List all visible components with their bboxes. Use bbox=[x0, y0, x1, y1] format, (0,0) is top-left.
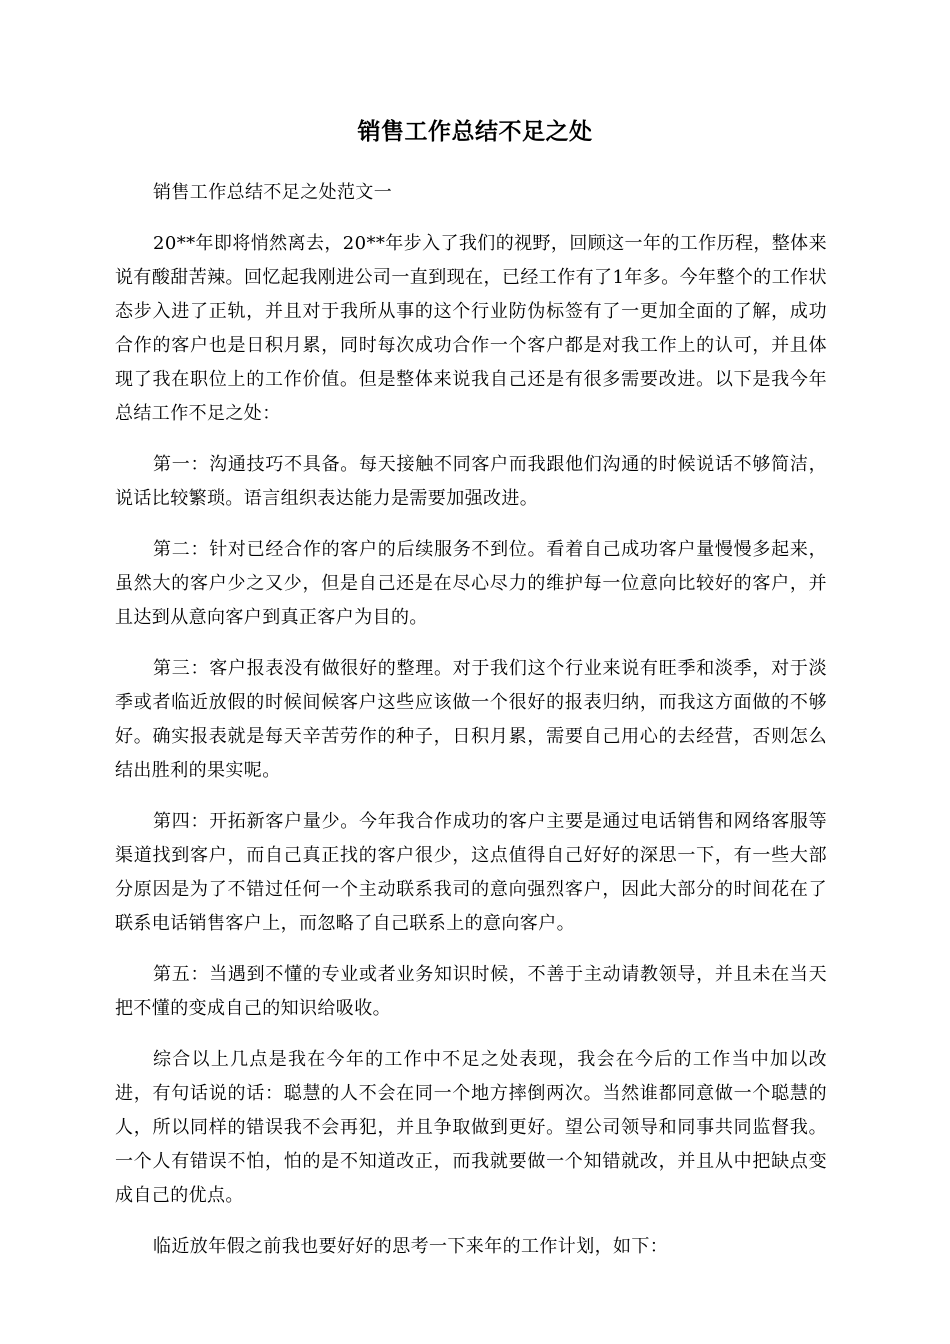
paragraph-conclusion: 综合以上几点是我在今年的工作中不足之处表现，我会在今后的工作当中加以改进，有句话说的话：聪慧的人不会在同一个地方摔倒两次。当然谁都同意做一个聪慧的人，所以同样的错误我不会再犯，并且争取做到更好。望公司领导和同事共同监督我。一个人有错误不怕，怕的是不知道改正，而我就要做一个知错就改，并且从中把缺点变成自己的优点。 bbox=[115, 1049, 827, 1206]
paragraph-point-1: 第一：沟通技巧不具备。每天接触不同客户而我跟他们沟通的时候说话不够简洁，说话比较繁琐。语言组织表达能力是需要加强改进。 bbox=[115, 454, 827, 509]
paragraph-point-2: 第二：针对已经合作的客户的后续服务不到位。看着自己成功客户量慢慢多起来，虽然大的客户少之又少，但是自己还是在尽心尽力的维护每一位意向比较好的客户，并且达到从意向客户到真正客户为目的。 bbox=[115, 539, 827, 628]
paragraph-point-5: 第五：当遇到不懂的专业或者业务知识时候，不善于主动请教领导，并且未在当天把不懂的变成自己的知识给吸收。 bbox=[115, 964, 827, 1019]
paragraph-plan-intro: 临近放年假之前我也要好好的思考一下来年的工作计划，如下： bbox=[153, 1236, 669, 1257]
document-body bbox=[115, 176, 827, 1281]
paragraph-point-4: 第四：开拓新客户量少。今年我合作成功的客户主要是通过电话销售和网络客服等渠道找到客户，而自己真正找的客户很少，这点值得自己好好的深思一下，有一些大部分原因是为了不错过任何一个主动联系我司的意向强烈客户，因此大部分的时间花在了联系电话销售客户上，而忽略了自己联系上的意向客户。 bbox=[115, 811, 827, 934]
paragraph-point-3: 第三：客户报表没有做很好的整理。对于我们这个行业来说有旺季和淡季，对于淡季或者临近放假的时候间候客户这些应该做一个很好的报表归纳，而我这方面做的不够好。确实报表就是每天辛苦劳作的种子，日积月累，需要自己用心的去经营，否则怎么结出胜利的果实呢。 bbox=[115, 658, 827, 781]
document-title: 销售工作总结不足之处 bbox=[357, 118, 593, 145]
document-subtitle: 销售工作总结不足之处范文一 bbox=[153, 182, 393, 203]
paragraph-intro: 20**年即将悄然离去，20**年步入了我们的视野，回顾这一年的工作历程，整体来说有酸甜苦辣。回忆起我刚进公司一直到现在，已经工作有了1年多。今年整个的工作状态步入进了正轨，并且对于我所从事的这个行业防伪标签有了一更加全面的了解，成功合作的客户也是日积月累，同时每次成功合作一个客户都是对我工作上的认可，并且体现了我在职位上的工作价值。但是整体来说我自己还是有很多需要改进。以下是我今年总结工作不足之处： bbox=[115, 233, 827, 424]
